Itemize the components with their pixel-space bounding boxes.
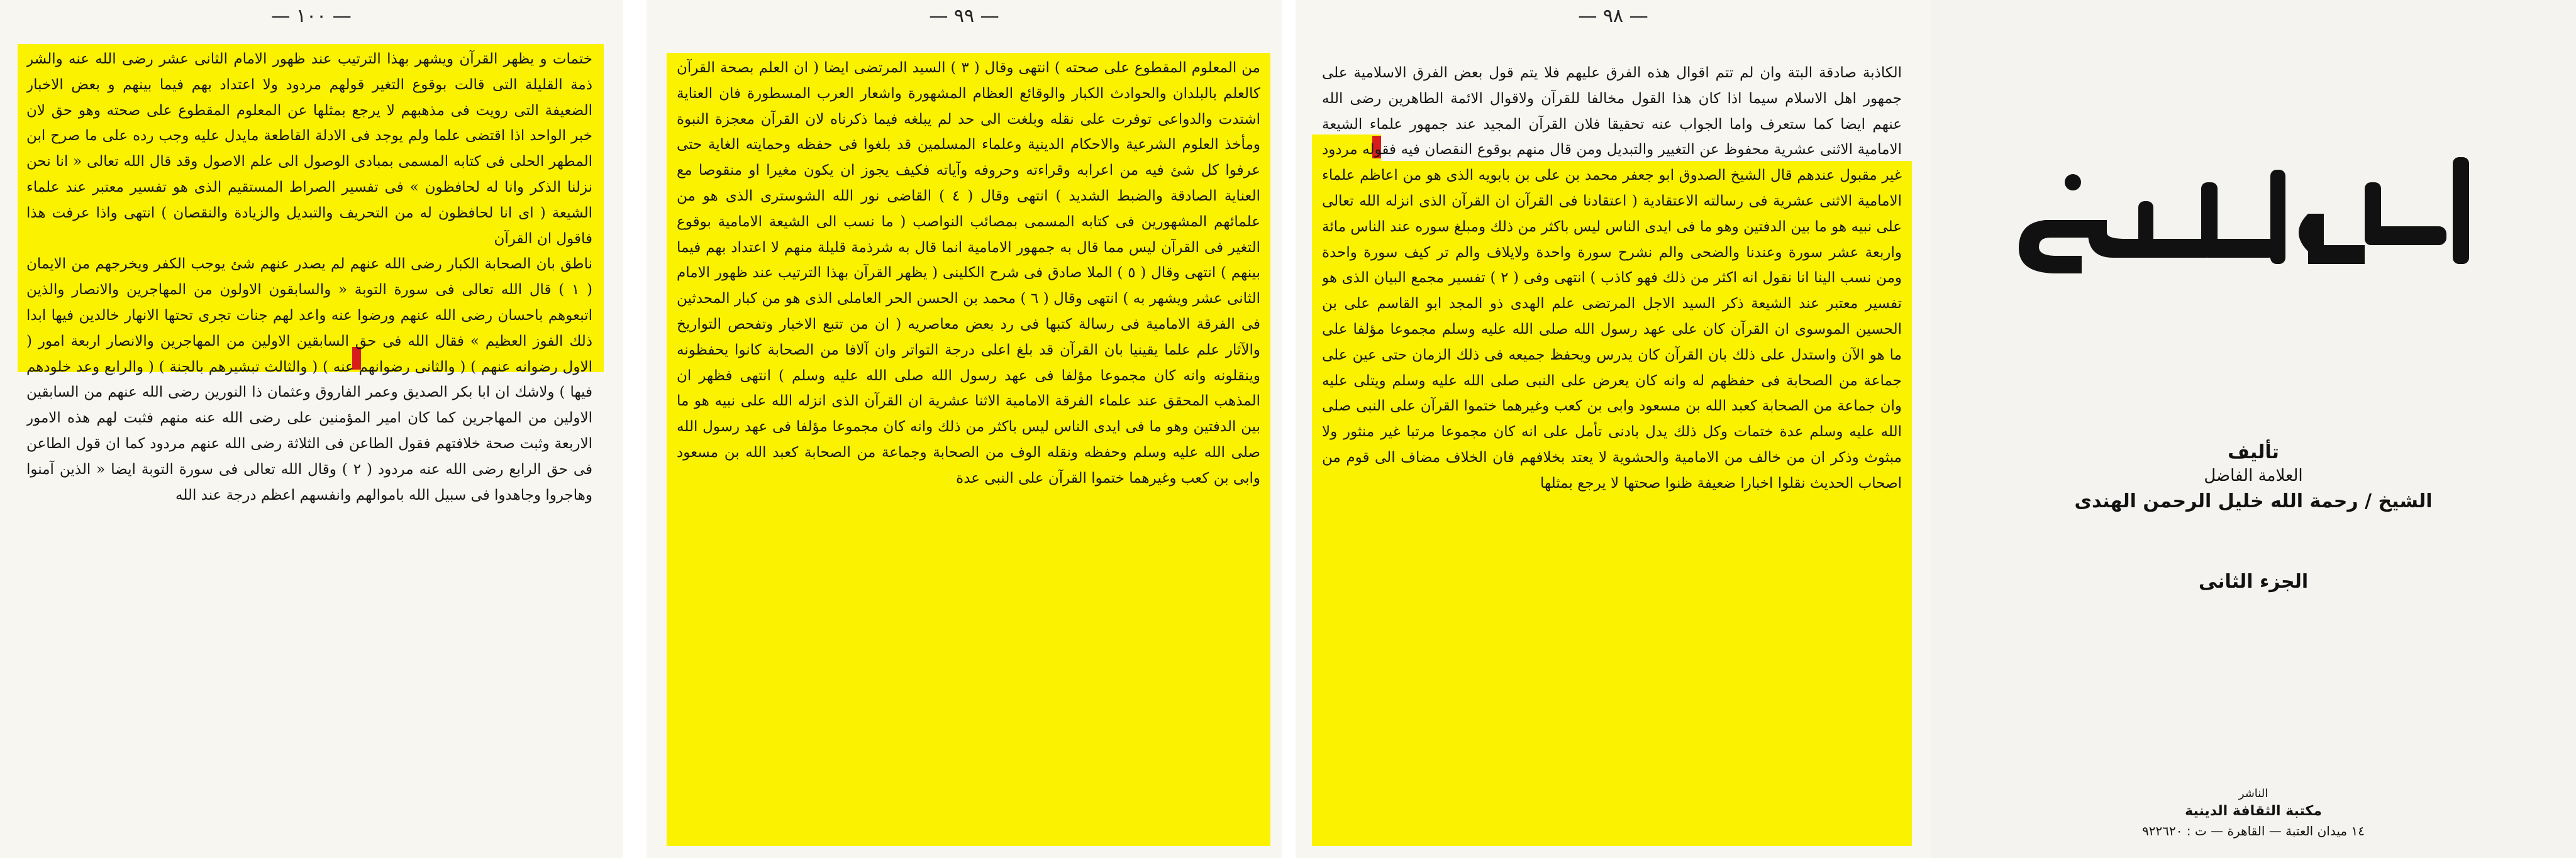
- paragraph: من المعلوم المقطوع على صحته ) انتهى وقال ( ٣ ) السيد المرتضى ايضا ( ان العلم بصحة القرآن كالعلم بالبلدان والحوادث الكبار والوقائع العظام المشهورة واشعار العرب المسطورة فان العناية اشتدت والدواعى توفرت على نقله وبلغت الى حد لم يبلغه فيما ذكرناه لان القرآن معجزة النبوة ومأخذ العلوم الشرعية والاحكام الدينية وعلماء المسلمين قد بلغوا فى حفظه وحمايته الغاية حتى عرفوا كل شئ فيه من اعرابه وقراءته وحروفه وآياته فكيف يجوز ان يكون مغيرا او منقوصا مع العناية الصادقة والضبط الشديد ) انتهى وقال ( ٤ ) القاضى نور الله الشوسترى الذى هو من علمائهم المشهورين فى كتابه المسمى بمصائب النواصب ( ما نسب الى الشيعة الامامية بوقوع التغير فى القرآن ليس مما قال به جمهور الامامية انما قال به شرذمة قليلة منهم لا اعتداد بهم فيما بينهم ) انتهى وقال ( ٥ ) الملا صادق فى شرح الكلينى ( يظهر القرآن بهذا الترتيب عند ظهور الامام الثانى عشر ويشهر به ) انتهى وقال ( ٦ ) محمد بن الحسن الحر العاملى الذى هو من كبار المحدثين فى الفرقة الامامية فى رسالة كتبها فى رد بعض معاصريه ( ان من تتبع الاخبار وتفحص التواريخ والآثار علم علما يقينيا بان القرآن قد بلغ اعلى درجة التواتر وان آلافا من الصحابة كانوا يحفظونه وينقلونه وانه كان مجموعا مؤلفا فى عهد رسول الله صلى الله عليه وسلم ) انتهى فظهر ان المذهب المحقق عند علماء الفرقة الامامية الاثنا عشرية ان القرآن الذى انزله الله على نبيه هو ما بين الدفتين وهو ما فى ايدى الناس ليس باكثر من ذلك وانه كان مجموعا مؤلفا فى عهد رسول الله صلى الله عليه وسلم وحفظه ونقله الوف من الصحابة وجماعة من الصحابة كعبد الله بن مسعود وابى بن كعب وغيرهما ختموا القرآن على النبى عدة: [677, 60, 1260, 487]
- page-number: — ٩٨ —: [1578, 5, 1648, 27]
- publisher-name: مكتبة الثقافة الدينية: [2185, 803, 2322, 819]
- author-name: الشيخ / رحمة الله خليل الرحمن الهندى: [2074, 490, 2433, 512]
- page-100: [0, 0, 623, 858]
- title-page: [1931, 0, 2576, 858]
- page-number: — ١٠٠ —: [271, 5, 352, 27]
- paragraph: الكاذبة صادقة البتة وان لم تتم اقوال هذه الفرق عليهم فلا يتم قول بعض الفرق الاسلامية على جمهور اهل الاسلام سيما اذا كان هذا القول مخالفا للقرآن ولاقوال الائمة الطاهرين رضى الله عنهم ايضا كما ستعرف واما الجواب عنه تحقيقا فلان القرآن المجيد عند جمهور علماء الشيعة الامامية الاثنى عشرية محفوظ عن التغيير والتبديل ومن قال منهم بوقوع النقصان فيه فقوله مردود غير مقبول عندهم قال الشيخ الصدوق ابو جعفر محمد بن على بن بابويه الذى هو من اعاظم علماء الامامية الاثنى عشرية فى رسالته الاعتقادية ( اعتقادنا فى القرآن ان القرآن الذى انزله الله تعالى على نبيه هو ما بين الدفتين وهو ما فى ايدى الناس ليس باكثر من ذلك ومبلغ سوره عند الناس مائة واربعة عشر سورة وعندنا والضحى والم نشرح سورة واحدة ولايلاف والم تر كيف سورة واحدة ومن نسب الينا انا نقول انه اكثر من ذلك فهو كاذب ) انتهى وفى ( ٢ ) تفسير مجمع البيان الذى هو تفسير معتبر عند الشيعة ذكر السيد الاجل المرتضى علم الهدى ذو المجد ابو القاسم على بن الحسين الموسوى ان القرآن كان على عهد رسول الله صلى الله عليه وسلم مجموعا مؤلفا على ما هو الآن واستدل على ذلك بان القرآن كان يدرس ويحفظ جميعه فى ذلك الزمان حتى عين على جماعة من الصحابة فى حفظهم له وانه كان يعرض على النبى صلى الله عليه وسلم ويتلى عليه وان جماعة من الصحابة كعبد الله بن مسعود وابى بن كعب وغيرهما ختموا القرآن على النبى صلى الله عليه وسلم عدة ختمات وكل ذلك يدل بادنى تأمل على انه كان مجموعا مرتبا غير منثور ولا مبثوث وذكر ان من خالف من الامامية والحشوية لا يعتد بخلافهم فان الخلاف مضاف الى قوم من اصحاب الحديث نقلوا اخبارا ضعيفة ظنوا صحتها لا يرجع بمثلها: [1322, 65, 1902, 492]
- publisher-label: الناشر: [2238, 787, 2268, 800]
- page-text: [677, 55, 1260, 845]
- volume-label: الجزء الثانى: [2198, 571, 2309, 593]
- paragraph: ختمات و يظهر القرآن ويشهر بهذا الترتيب عند ظهور الامام الثانى عشر رضى الله عنه والشر ذمة القليلة التى قالت بوقوع التغير قولهم مردود ولا اعتداد بهم فيما بينهم و بعض الاخبار الضعيفة التى رويت فى مذهبهم لا يرجع بمثلها عن المعلوم المقطوع على صحته وهو حق لان خبر الواحد اذا اقتضى علما ولم يوجد فى الادلة القاطعة مايدل عليه وجب رده على ما صرح ابن المطهر الحلى فى كتابه المسمى بمبادى الوصول الى علم الاصول وقد قال الله تعالى « انا نحن نزلنا الذكر وانا له لحافظون » فى تفسير الصراط المستقيم الذى هو تفسير معتبر عند علماء الشيعة ( اى انا لحافظون له من التحريف والتبديل والزيادة والنقصان ) انتهى واذا عرفت هذا فاقول ان القرآن: [26, 51, 592, 247]
- calligraphy-title-logo: [2012, 145, 2490, 289]
- author-label: تأليف: [2228, 441, 2279, 463]
- publisher-address: ١٤ ميدان العتبة — القاهرة — ت : ٩٢٢٦٢٠: [2142, 823, 2365, 839]
- page-98: [1296, 0, 1931, 858]
- page-99: [647, 0, 1282, 858]
- author-honorific: العلامة الفاضل: [2204, 466, 2303, 485]
- page-text: [26, 47, 592, 851]
- page-number: — ٩٩ —: [929, 5, 999, 27]
- page-text: [1322, 60, 1902, 846]
- paragraph: ناطق بان الصحابة الكبار رضى الله عنهم لم يصدر عنهم شئ يوجب الكفر ويخرجهم من الايمان ( ١ ) قال الله تعالى فى سورة التوبة « والسابقون الاولون من المهاجرين والانصار والذين اتبعوهم باحسان رضى الله عنهم ورضوا عنه واعد لهم جنات تجرى تحتها الانهار خالدين فيها ابدا ذلك الفوز العظيم » فقال الله فى حق السابقين الاولين من المهاجرين والانصار اربعة امور ( الاول رضوانه عنهم ) ( والثانى رضوانهم عنه ) ( والثالث تبشيرهم بالجنة ) ( والرابع وعد خلودهم فيها ) ولاشك ان ابا بكر الصديق وعمر الفاروق وعثمان ذا النورين رضى الله عنهم من السابقين الاولين من المهاجرين كما كان امير المؤمنين على رضى الله عنه منهم فثبت لهم هذه الامور الاربعة وثبت صحة خلافتهم فقول الطاعن فى الثلاثة رضى الله عنهم مردود كما ان قول الطاعن فى حق الرابع رضى الله عنه مردود ( ٢ ) وقال الله تعالى فى سورة التوبة ايضا « الذين آمنوا وهاجروا وجاهدوا فى سبيل الله باموالهم وانفسهم اعظم درجة عند الله: [26, 256, 592, 503]
